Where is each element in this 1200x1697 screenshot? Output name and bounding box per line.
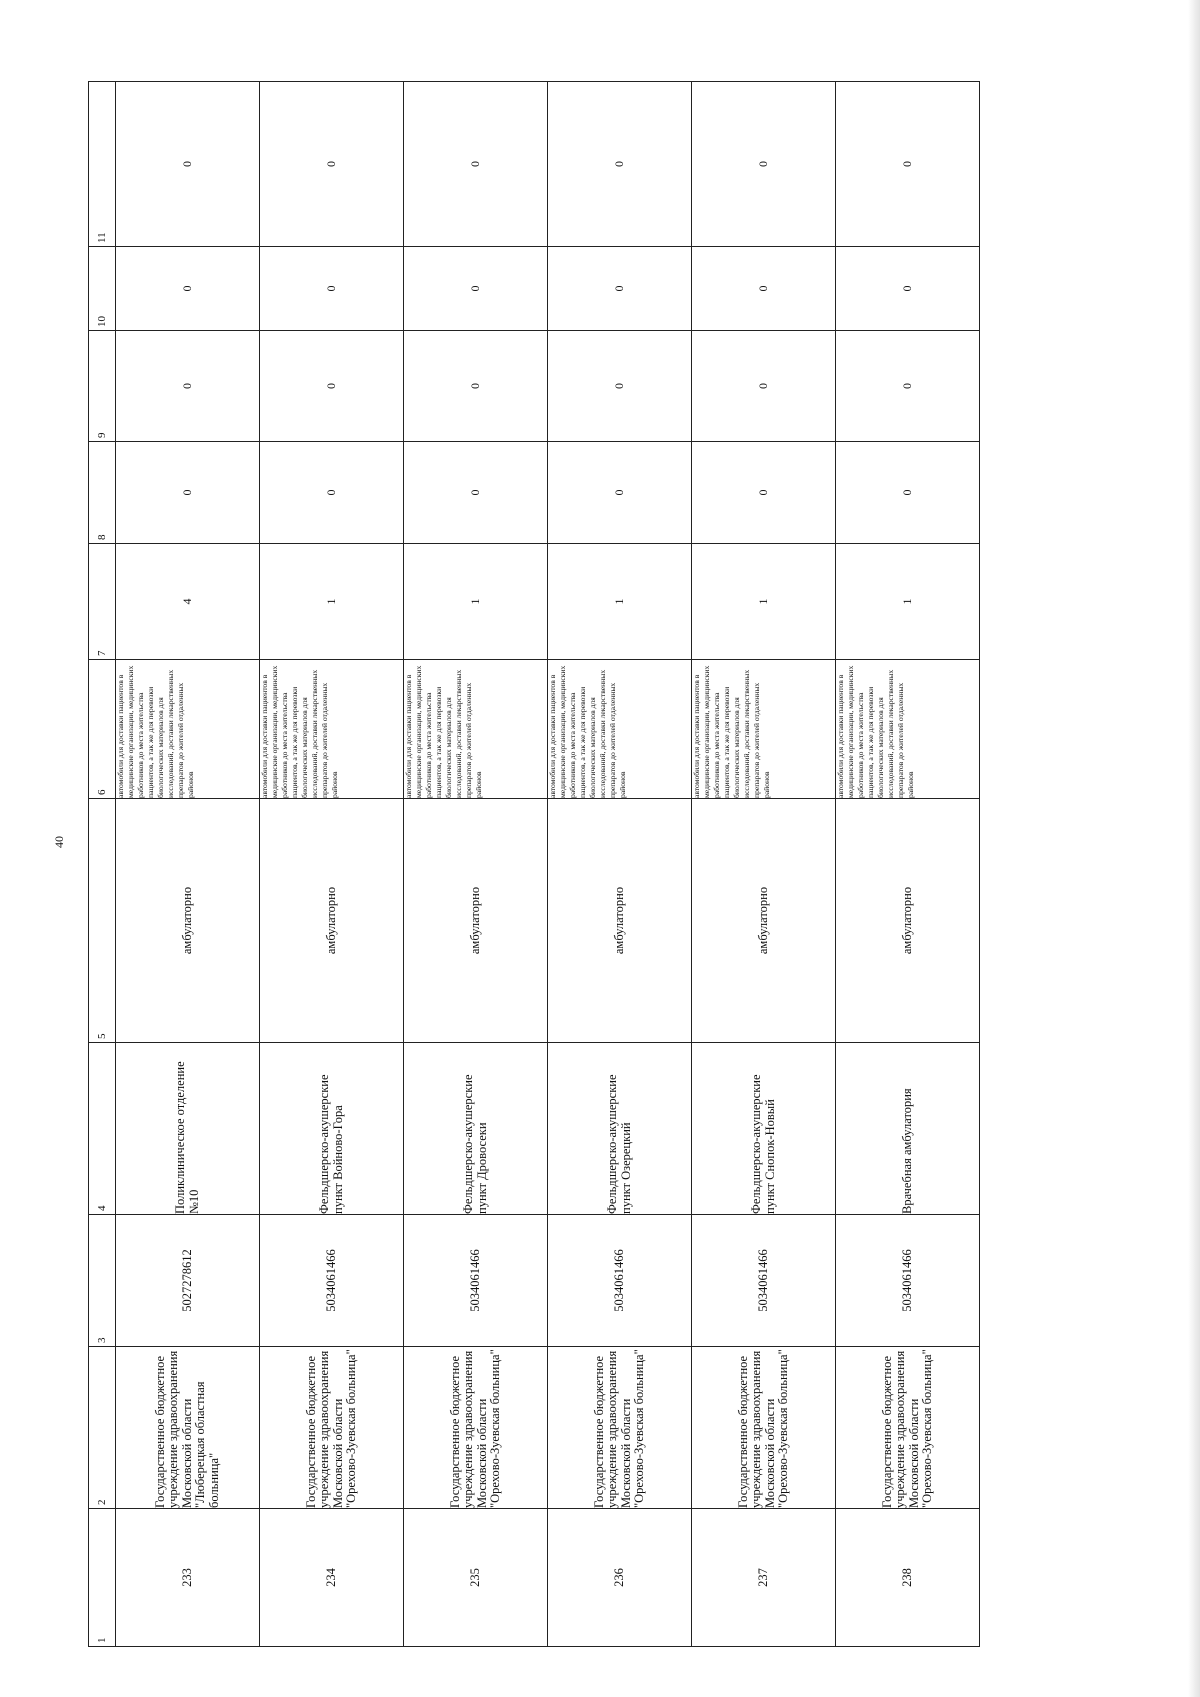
vehicle-purpose: автомобили для доставки пациентов в медицинские организации, медицинских работников до места жительства пациентов, а так же для перевозки биологических материалов для исследований, доставки лекарственных препаратов до жителей отдаленных районов: [692, 660, 836, 799]
value-col-11: 0: [692, 82, 836, 247]
value-col-11: 0: [260, 82, 404, 247]
value-col-11: 0: [404, 82, 548, 247]
inn-value: 5034061466: [404, 1215, 548, 1347]
value-col-8: 0: [116, 442, 260, 544]
column-number: 6: [89, 660, 116, 799]
inn-value: 5034061466: [548, 1215, 692, 1347]
value-col-7: 1: [548, 544, 692, 660]
value-col-9: 0: [692, 331, 836, 442]
value-col-9: 0: [404, 331, 548, 442]
unit-name: Поликлиническое отделение №10: [116, 1043, 260, 1215]
column-number: 1: [89, 1509, 116, 1647]
care-condition: амбулаторно: [260, 799, 404, 1043]
value-col-10: 0: [404, 247, 548, 331]
page-number: 40: [52, 836, 66, 848]
column-number: 3: [89, 1215, 116, 1347]
value-col-7: 4: [116, 544, 260, 660]
value-col-9: 0: [116, 331, 260, 442]
table-row: [548, 82, 692, 1647]
inn-value: 5034061466: [692, 1215, 836, 1347]
vehicle-purpose: автомобили для доставки пациентов в медицинские организации, медицинских работников до места жительства пациентов, а так же для перевозки биологических материалов для исследований, доставки лекарственных препаратов до жителей отдаленных районов: [404, 660, 548, 799]
row-number: 236: [548, 1509, 692, 1647]
row-number: 233: [116, 1509, 260, 1647]
table-row: [116, 82, 260, 1647]
organization-name: Государственное бюджетное учреждение здравоохранения Московской области "Орехово-Зуевская больница": [404, 1347, 548, 1509]
value-col-10: 0: [548, 247, 692, 331]
row-number: 235: [404, 1509, 548, 1647]
column-number: 2: [89, 1347, 116, 1509]
column-number: 10: [89, 247, 116, 331]
care-condition: амбулаторно: [404, 799, 548, 1043]
value-col-11: 0: [548, 82, 692, 247]
value-col-7: 1: [836, 544, 980, 660]
care-condition: амбулаторно: [548, 799, 692, 1043]
unit-name: Фельдшерско-акушерские пункт Дровосеки: [404, 1043, 548, 1215]
value-col-8: 0: [692, 442, 836, 544]
value-col-10: 0: [836, 247, 980, 331]
care-condition: амбулаторно: [836, 799, 980, 1043]
column-number: 7: [89, 544, 116, 660]
column-number: 5: [89, 799, 116, 1043]
unit-name: Фельдшерско-акушерские пункт Снопок-Новый: [692, 1043, 836, 1215]
care-condition: амбулаторно: [116, 799, 260, 1043]
value-col-10: 0: [116, 247, 260, 331]
value-col-11: 0: [836, 82, 980, 247]
organization-name: Государственное бюджетное учреждение здравоохранения Московской области "Орехово-Зуевская больница": [692, 1347, 836, 1509]
value-col-11: 0: [116, 82, 260, 247]
value-col-9: 0: [836, 331, 980, 442]
column-number: 11: [89, 82, 116, 247]
value-col-8: 0: [260, 442, 404, 544]
value-col-7: 1: [260, 544, 404, 660]
vehicle-purpose: автомобили для доставки пациентов в медицинские организации, медицинских работников до места жительства пациентов, а так же для перевозки биологических материалов для исследований, доставки лекарственных препаратов до жителей отдаленных районов: [836, 660, 980, 799]
value-col-10: 0: [260, 247, 404, 331]
value-col-9: 0: [548, 331, 692, 442]
value-col-7: 1: [692, 544, 836, 660]
row-number: 238: [836, 1509, 980, 1647]
inn-value: 5034061466: [836, 1215, 980, 1347]
column-number: 8: [89, 442, 116, 544]
column-number: 4: [89, 1043, 116, 1215]
table-row: [404, 82, 548, 1647]
inn-value: 5027278612: [116, 1215, 260, 1347]
table-row: [260, 82, 404, 1647]
value-col-8: 0: [836, 442, 980, 544]
table-row: [692, 82, 836, 1647]
organization-name: Государственное бюджетное учреждение здравоохранения Московской области "Орехово-Зуевская больница": [548, 1347, 692, 1509]
unit-name: Фельдшерско-акушерские пункт Озерецкий: [548, 1043, 692, 1215]
vehicle-purpose: автомобили для доставки пациентов в медицинские организации, медицинских работников до места жительства пациентов, а так же для перевозки биологических материалов для исследований, доставки лекарственных препаратов до жителей отдаленных районов: [260, 660, 404, 799]
column-number-row: [89, 82, 116, 1647]
inn-value: 5034061466: [260, 1215, 404, 1347]
table-row: [836, 82, 980, 1647]
value-col-9: 0: [260, 331, 404, 442]
care-condition: амбулаторно: [692, 799, 836, 1043]
organization-name: Государственное бюджетное учреждение здравоохранения Московской области "Люберецкая областная больница": [116, 1347, 260, 1509]
rotated-table-container: [88, 82, 1200, 1647]
row-number: 234: [260, 1509, 404, 1647]
transport-table: [88, 81, 980, 1647]
value-col-7: 1: [404, 544, 548, 660]
value-col-8: 0: [548, 442, 692, 544]
value-col-8: 0: [404, 442, 548, 544]
organization-name: Государственное бюджетное учреждение здравоохранения Московской области "Орехово-Зуевская больница": [260, 1347, 404, 1509]
unit-name: Фельдшерско-акушерские пункт Войново-Гора: [260, 1043, 404, 1215]
vehicle-purpose: автомобили для доставки пациентов в медицинские организации, медицинских работников до места жительства пациентов, а так же для перевозки биологических материалов для исследований, доставки лекарственных препаратов до жителей отдаленных районов: [116, 660, 260, 799]
organization-name: Государственное бюджетное учреждение здравоохранения Московской области "Орехово-Зуевская больница": [836, 1347, 980, 1509]
column-number: 9: [89, 331, 116, 442]
value-col-10: 0: [692, 247, 836, 331]
row-number: 237: [692, 1509, 836, 1647]
vehicle-purpose: автомобили для доставки пациентов в медицинские организации, медицинских работников до места жительства пациентов, а так же для перевозки биологических материалов для исследований, доставки лекарственных препаратов до жителей отдаленных районов: [548, 660, 692, 799]
unit-name: Врачебная амбулатория: [836, 1043, 980, 1215]
